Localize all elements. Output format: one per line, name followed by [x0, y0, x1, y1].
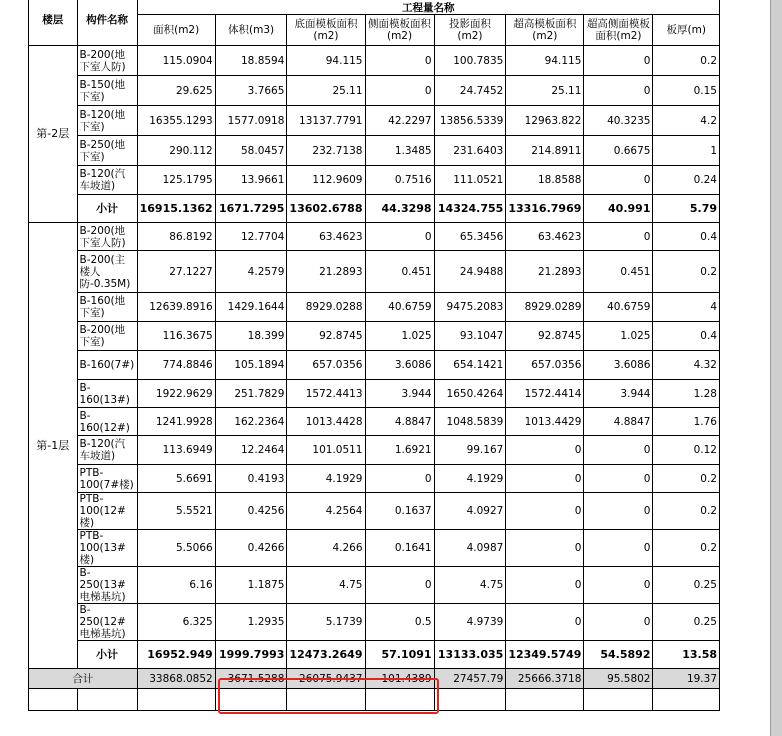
- table-row: [29, 166, 720, 195]
- component-name: B-200(主楼人防-0.35M): [77, 251, 137, 293]
- value-cell: 0.4: [653, 322, 720, 351]
- value-cell: 4.75: [287, 567, 365, 604]
- value-cell: 18.8594: [215, 46, 287, 76]
- value-cell: 0: [365, 567, 434, 604]
- table-row: [29, 604, 720, 641]
- value-cell: 1: [653, 136, 720, 166]
- value-cell: 0.2: [653, 530, 720, 567]
- value-cell: 0.2: [653, 46, 720, 76]
- value-cell: 101.0511: [287, 436, 365, 465]
- column-header: 面积(m2): [137, 15, 215, 46]
- blank-cell: [434, 689, 506, 711]
- table-row: [29, 106, 720, 136]
- quantity-table: [28, 0, 720, 711]
- value-cell: 1.025: [584, 322, 653, 351]
- value-cell: 112.9609: [287, 166, 365, 195]
- total-cell: 3671.5288: [215, 669, 287, 689]
- value-cell: 42.2297: [365, 106, 434, 136]
- value-cell: 12639.8916: [137, 293, 215, 322]
- component-name: PTB-100(7#楼): [77, 465, 137, 493]
- header-floor: 楼层: [29, 0, 78, 46]
- total-cell: 95.5802: [584, 669, 653, 689]
- value-cell: 115.0904: [137, 46, 215, 76]
- component-name: B-250(12#电梯基坑): [77, 604, 137, 641]
- value-cell: 290.112: [137, 136, 215, 166]
- blank-cell: [137, 689, 215, 711]
- value-cell: 0: [506, 604, 584, 641]
- component-name: B-160(13#): [77, 380, 137, 408]
- column-header: 底面模板面积(m2): [287, 15, 365, 46]
- total-cell: 33868.0852: [137, 669, 215, 689]
- value-cell: 0.4: [653, 223, 720, 251]
- total-cell: 101.4389: [365, 669, 434, 689]
- value-cell: 3.6086: [365, 351, 434, 380]
- value-cell: 0: [506, 567, 584, 604]
- value-cell: 65.3456: [434, 223, 506, 251]
- value-cell: 1650.4264: [434, 380, 506, 408]
- component-name: PTB-100(13#楼): [77, 530, 137, 567]
- value-cell: 1013.4428: [287, 408, 365, 436]
- value-cell: 1048.5839: [434, 408, 506, 436]
- value-cell: 1.1875: [215, 567, 287, 604]
- value-cell: 0: [584, 436, 653, 465]
- subtotal-cell: 40.991: [584, 195, 653, 223]
- value-cell: 4.8847: [584, 408, 653, 436]
- value-cell: 86.8192: [137, 223, 215, 251]
- column-header: 体积(m3): [215, 15, 287, 46]
- value-cell: 1922.9629: [137, 380, 215, 408]
- value-cell: 4.1929: [287, 465, 365, 493]
- table-row: [29, 136, 720, 166]
- value-cell: 0.4193: [215, 465, 287, 493]
- value-cell: 25.11: [506, 76, 584, 106]
- subtotal-cell: 13602.6788: [287, 195, 365, 223]
- subtotal-cell: 16952.949: [137, 641, 215, 669]
- component-name: B-200(地下室人防): [77, 46, 137, 76]
- value-cell: 5.1739: [287, 604, 365, 641]
- component-name: B-150(地下室): [77, 76, 137, 106]
- value-cell: 63.4623: [506, 223, 584, 251]
- column-header: 板厚(m): [653, 15, 720, 46]
- table-row: [29, 293, 720, 322]
- component-name: B-250(地下室): [77, 136, 137, 166]
- value-cell: 0: [584, 567, 653, 604]
- component-name: PTB-100(12#楼): [77, 493, 137, 530]
- value-cell: 92.8745: [287, 322, 365, 351]
- value-cell: 113.6949: [137, 436, 215, 465]
- column-header: 超高模板面积(m2): [506, 15, 584, 46]
- value-cell: 0: [584, 493, 653, 530]
- floor-name: 第-2层: [29, 46, 78, 223]
- subtotal-row: [29, 641, 720, 669]
- value-cell: 0: [506, 530, 584, 567]
- value-cell: 93.1047: [434, 322, 506, 351]
- subtotal-cell: 1999.7993: [215, 641, 287, 669]
- subtotal-cell: 12473.2649: [287, 641, 365, 669]
- value-cell: 1.3485: [365, 136, 434, 166]
- value-cell: 1.2935: [215, 604, 287, 641]
- value-cell: 4.75: [434, 567, 506, 604]
- value-cell: 162.2364: [215, 408, 287, 436]
- value-cell: 6.325: [137, 604, 215, 641]
- total-cell: 26075.9437: [287, 669, 365, 689]
- value-cell: 0.5: [365, 604, 434, 641]
- value-cell: 0: [365, 46, 434, 76]
- blank-cell: [365, 689, 434, 711]
- blank-cell: [584, 689, 653, 711]
- scrollbar[interactable]: [770, 0, 782, 736]
- blank-cell: [653, 689, 720, 711]
- value-cell: 4.9739: [434, 604, 506, 641]
- blank-cell: [215, 689, 287, 711]
- value-cell: 0: [365, 76, 434, 106]
- value-cell: 5.5521: [137, 493, 215, 530]
- value-cell: 100.7835: [434, 46, 506, 76]
- value-cell: 0: [584, 465, 653, 493]
- component-name: B-120(地下室): [77, 106, 137, 136]
- total-cell: 19.37: [653, 669, 720, 689]
- value-cell: 0: [365, 223, 434, 251]
- value-cell: 654.1421: [434, 351, 506, 380]
- value-cell: 0.24: [653, 166, 720, 195]
- subtotal-label: 小计: [77, 641, 137, 669]
- component-name: B-200(地下室): [77, 322, 137, 351]
- subtotal-cell: 13316.7969: [506, 195, 584, 223]
- value-cell: 18.399: [215, 322, 287, 351]
- value-cell: 251.7829: [215, 380, 287, 408]
- value-cell: 0.12: [653, 436, 720, 465]
- value-cell: 8929.0289: [506, 293, 584, 322]
- table-row: [29, 380, 720, 408]
- subtotal-cell: 14324.755: [434, 195, 506, 223]
- value-cell: 0: [584, 76, 653, 106]
- table-row: [29, 493, 720, 530]
- value-cell: 3.7665: [215, 76, 287, 106]
- value-cell: 8929.0288: [287, 293, 365, 322]
- value-cell: 24.7452: [434, 76, 506, 106]
- value-cell: 1.28: [653, 380, 720, 408]
- value-cell: 1.025: [365, 322, 434, 351]
- value-cell: 657.0356: [506, 351, 584, 380]
- table-row: [29, 465, 720, 493]
- value-cell: 29.625: [137, 76, 215, 106]
- value-cell: 9475.2083: [434, 293, 506, 322]
- value-cell: 1241.9928: [137, 408, 215, 436]
- table-row: [29, 351, 720, 380]
- total-row: [29, 669, 720, 689]
- value-cell: 0.1637: [365, 493, 434, 530]
- value-cell: 116.3675: [137, 322, 215, 351]
- value-cell: 92.8745: [506, 322, 584, 351]
- value-cell: 40.3235: [584, 106, 653, 136]
- table-row: [29, 567, 720, 604]
- table-row: [29, 322, 720, 351]
- component-name: B-120(汽车坡道): [77, 166, 137, 195]
- value-cell: 1572.4414: [506, 380, 584, 408]
- subtotal-cell: 13133.035: [434, 641, 506, 669]
- value-cell: 94.115: [287, 46, 365, 76]
- value-cell: 40.6759: [365, 293, 434, 322]
- value-cell: 13137.7791: [287, 106, 365, 136]
- value-cell: 99.167: [434, 436, 506, 465]
- value-cell: 24.9488: [434, 251, 506, 293]
- value-cell: 3.944: [584, 380, 653, 408]
- subtotal-cell: 57.1091: [365, 641, 434, 669]
- value-cell: 111.0521: [434, 166, 506, 195]
- subtotal-row: [29, 195, 720, 223]
- component-name: B-120(汽车坡道): [77, 436, 137, 465]
- blank-cell: [77, 689, 137, 711]
- value-cell: 0.2: [653, 465, 720, 493]
- component-name: B-200(地下室人防): [77, 223, 137, 251]
- total-cell: 27457.79: [434, 669, 506, 689]
- value-cell: 105.1894: [215, 351, 287, 380]
- value-cell: 214.8911: [506, 136, 584, 166]
- table-row: [29, 530, 720, 567]
- value-cell: 0.451: [365, 251, 434, 293]
- value-cell: 0.2: [653, 493, 720, 530]
- value-cell: 125.1795: [137, 166, 215, 195]
- value-cell: 4: [653, 293, 720, 322]
- value-cell: 4.0987: [434, 530, 506, 567]
- total-cell: 25666.3718: [506, 669, 584, 689]
- table-row: [29, 76, 720, 106]
- value-cell: 0: [506, 436, 584, 465]
- value-cell: 5.6691: [137, 465, 215, 493]
- value-cell: 4.0927: [434, 493, 506, 530]
- value-cell: 0: [584, 166, 653, 195]
- value-cell: 0.4256: [215, 493, 287, 530]
- subtotal-cell: 16915.1362: [137, 195, 215, 223]
- value-cell: 0: [584, 223, 653, 251]
- value-cell: 657.0356: [287, 351, 365, 380]
- total-label: 合计: [29, 669, 138, 689]
- value-cell: 0: [584, 604, 653, 641]
- value-cell: 4.32: [653, 351, 720, 380]
- table-row: [29, 46, 720, 76]
- component-name: B-160(地下室): [77, 293, 137, 322]
- value-cell: 0: [365, 465, 434, 493]
- value-cell: 6.16: [137, 567, 215, 604]
- value-cell: 12963.822: [506, 106, 584, 136]
- value-cell: 4.8847: [365, 408, 434, 436]
- report-frame: [28, 0, 720, 736]
- value-cell: 232.7138: [287, 136, 365, 166]
- column-header: 侧面模板面积(m2): [365, 15, 434, 46]
- value-cell: 4.2: [653, 106, 720, 136]
- value-cell: 0: [506, 465, 584, 493]
- header-component: 构件名称: [77, 0, 137, 46]
- component-name: B-160(12#): [77, 408, 137, 436]
- value-cell: 0.25: [653, 567, 720, 604]
- value-cell: 3.944: [365, 380, 434, 408]
- blank-cell: [287, 689, 365, 711]
- value-cell: 0: [506, 493, 584, 530]
- subtotal-label: 小计: [77, 195, 137, 223]
- value-cell: 774.8846: [137, 351, 215, 380]
- table-row: [29, 408, 720, 436]
- value-cell: 63.4623: [287, 223, 365, 251]
- value-cell: 12.7704: [215, 223, 287, 251]
- blank-cell: [29, 689, 78, 711]
- value-cell: 4.1929: [434, 465, 506, 493]
- value-cell: 18.8588: [506, 166, 584, 195]
- table-row: [29, 436, 720, 465]
- subtotal-cell: 1671.7295: [215, 195, 287, 223]
- table-row: [29, 251, 720, 293]
- value-cell: 1429.1644: [215, 293, 287, 322]
- value-cell: 0: [584, 46, 653, 76]
- value-cell: 16355.1293: [137, 106, 215, 136]
- column-header: 超高侧面模板面积(m2): [584, 15, 653, 46]
- subtotal-cell: 5.79: [653, 195, 720, 223]
- value-cell: 0.7516: [365, 166, 434, 195]
- component-name: B-250(13#电梯基坑): [77, 567, 137, 604]
- blank-row: [29, 689, 720, 711]
- subtotal-cell: 13.58: [653, 641, 720, 669]
- value-cell: 0.451: [584, 251, 653, 293]
- value-cell: 0: [584, 530, 653, 567]
- value-cell: 4.2579: [215, 251, 287, 293]
- component-name: B-160(7#): [77, 351, 137, 380]
- column-header: 投影面积(m2): [434, 15, 506, 46]
- value-cell: 0.4266: [215, 530, 287, 567]
- value-cell: 1577.0918: [215, 106, 287, 136]
- value-cell: 13.9661: [215, 166, 287, 195]
- floor-name: 第-1层: [29, 223, 78, 669]
- value-cell: 4.2564: [287, 493, 365, 530]
- subtotal-cell: 12349.5749: [506, 641, 584, 669]
- value-cell: 0.25: [653, 604, 720, 641]
- value-cell: 58.0457: [215, 136, 287, 166]
- value-cell: 0.15: [653, 76, 720, 106]
- value-cell: 0.2: [653, 251, 720, 293]
- value-cell: 1013.4429: [506, 408, 584, 436]
- value-cell: 13856.5339: [434, 106, 506, 136]
- subtotal-cell: 54.5892: [584, 641, 653, 669]
- value-cell: 0.1641: [365, 530, 434, 567]
- value-cell: 12.2464: [215, 436, 287, 465]
- value-cell: 21.2893: [287, 251, 365, 293]
- value-cell: 5.5066: [137, 530, 215, 567]
- value-cell: 94.115: [506, 46, 584, 76]
- value-cell: 4.266: [287, 530, 365, 567]
- value-cell: 21.2893: [506, 251, 584, 293]
- value-cell: 0.6675: [584, 136, 653, 166]
- table-row: [29, 223, 720, 251]
- value-cell: 1572.4413: [287, 380, 365, 408]
- header-group-title: 工程量名称: [137, 0, 719, 15]
- value-cell: 27.1227: [137, 251, 215, 293]
- value-cell: 1.76: [653, 408, 720, 436]
- value-cell: 3.6086: [584, 351, 653, 380]
- value-cell: 231.6403: [434, 136, 506, 166]
- value-cell: 25.11: [287, 76, 365, 106]
- blank-cell: [506, 689, 584, 711]
- value-cell: 40.6759: [584, 293, 653, 322]
- subtotal-cell: 44.3298: [365, 195, 434, 223]
- value-cell: 1.6921: [365, 436, 434, 465]
